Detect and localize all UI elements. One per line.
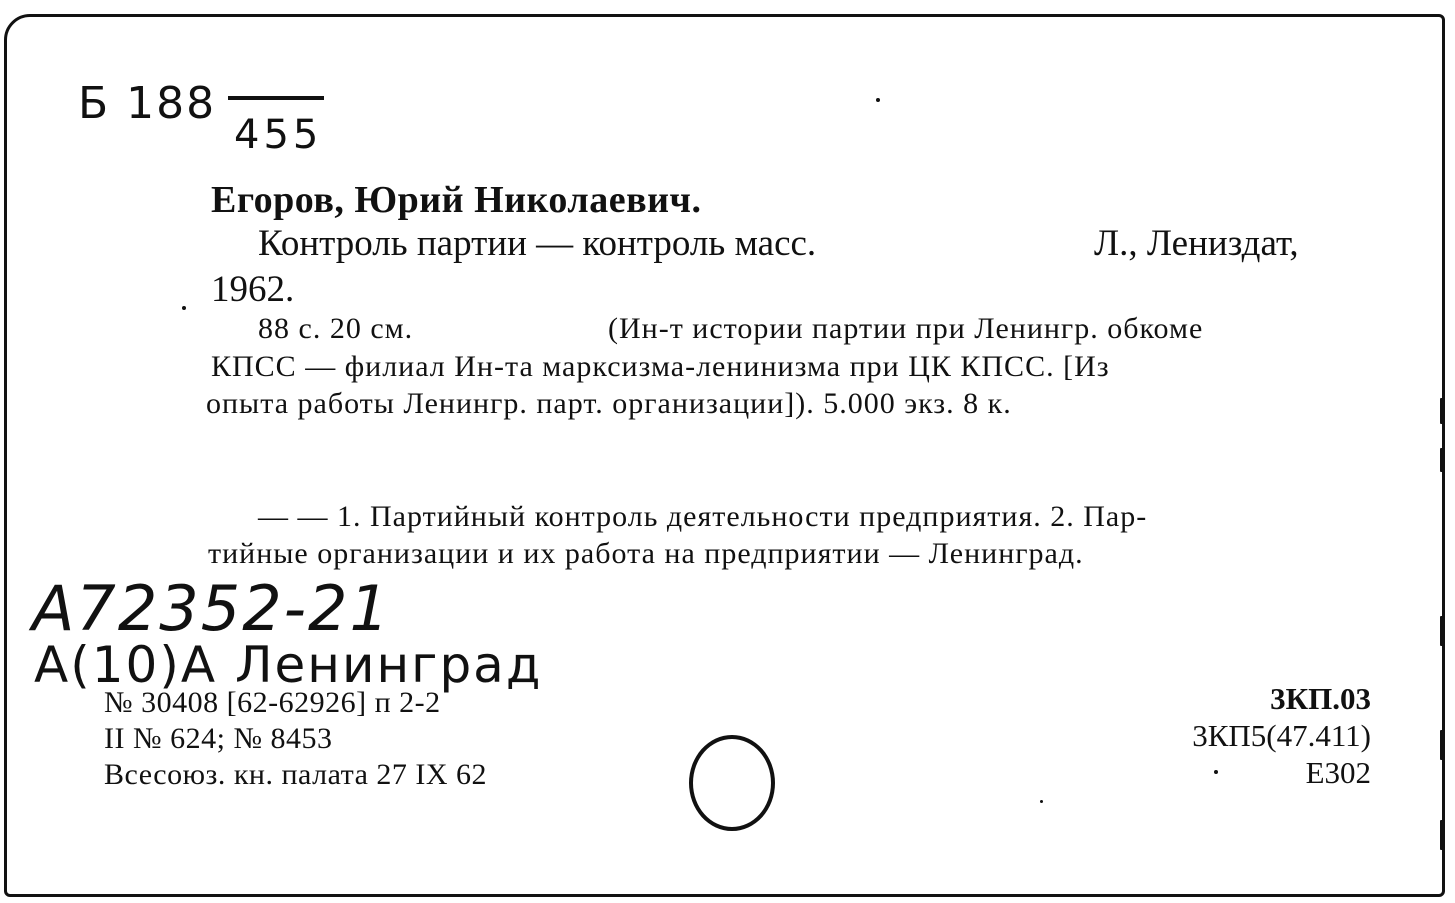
- subject-headings-line1: — — 1. Партийный контроль деятельности предприятия. 2. Пар-: [258, 500, 1148, 533]
- call-number-top: Б 188: [78, 78, 217, 129]
- series-note-line2: КПСС — филиал Ин-та марксизма-ленинизма при ЦК КПСС. [Из: [211, 350, 1110, 383]
- call-number-bottom: 455: [234, 112, 323, 158]
- accession-number-handwritten: А72352-21: [32, 572, 391, 645]
- place-publisher: Л., Лениздат,: [1094, 223, 1299, 264]
- noise-speck: [182, 306, 186, 310]
- publication-year: 1962.: [211, 269, 295, 310]
- call-number-divider: [228, 96, 324, 100]
- issuing-chamber: Всесоюз. кн. палата 27 IX 62: [104, 758, 488, 791]
- author-heading: Егоров, Юрий Николаевич.: [211, 179, 702, 221]
- classification-code-1: 3КП.03: [1270, 681, 1371, 716]
- classification-code-3: Е302: [1305, 755, 1371, 790]
- physical-description: 88 с. 20 см.: [258, 312, 414, 345]
- noise-speck: [1214, 770, 1218, 774]
- book-title: Контроль партии — контроль масс.: [258, 223, 817, 264]
- noise-speck: [1440, 730, 1443, 760]
- registry-number: II № 624; № 8453: [104, 722, 333, 755]
- series-note-line1: (Ин-т истории партии при Ленингр. обкоме: [608, 312, 1204, 345]
- subject-headings-line2: тийные организации и их работа на предприятии — Ленинград.: [208, 537, 1084, 570]
- noise-speck: [1440, 448, 1443, 472]
- noise-speck: [1440, 616, 1443, 646]
- classification-code-2: 3КП5(47.411): [1192, 718, 1371, 753]
- card-punch-hole: [689, 735, 775, 831]
- noise-speck: [1440, 820, 1443, 850]
- noise-speck: [876, 98, 880, 102]
- location-handwritten: А(10)А Ленинград: [34, 636, 543, 694]
- noise-speck: [1040, 800, 1043, 803]
- series-note-line3: опыта работы Ленингр. парт. организации]). 5.000 экз. 8 к.: [206, 387, 1012, 420]
- card-number: № 30408 [62-62926] п 2-2: [104, 686, 441, 719]
- noise-speck: [1440, 398, 1443, 424]
